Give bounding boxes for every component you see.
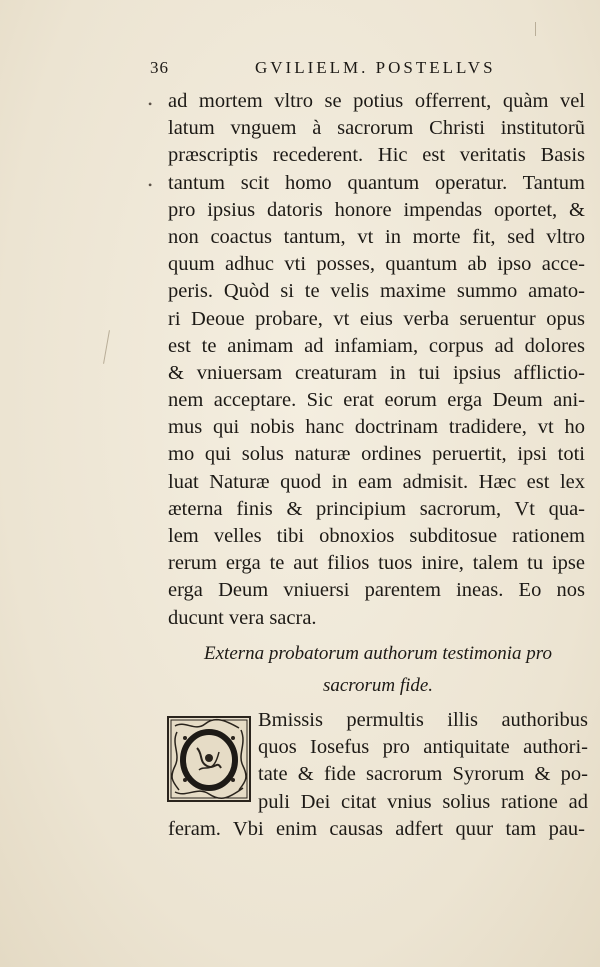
section-heading: [168, 638, 588, 702]
text-line: luat Naturæ quod in eam admisit. Hæc est lex: [168, 470, 585, 493]
text-line: non coactus tantum, vt in morte fit, sed vltro: [168, 225, 585, 248]
text-line: pro ipsius datoris honore impendas oportet, &: [168, 198, 585, 221]
text-line: erga Deum vniuersi parentem ineas. Eo nos: [168, 579, 585, 602]
text-line: peris. Quòd si te velis maxime summo amato-: [168, 280, 585, 303]
text-line: nem acceptare. Sic erat eorum erga Deum ani-: [168, 389, 585, 412]
text-line: feram. Vbi enim causas adfert quur tam pau-: [168, 818, 585, 840]
text-line: ducunt vera sacra.: [168, 606, 317, 629]
ornamental-initial-icon: [169, 718, 249, 800]
text-line: ri Deoue probare, vt eius verba seruentur opus: [168, 307, 585, 330]
margin-dot-mark: •: [148, 178, 153, 192]
text-line: est te animam ad infamiam, corpus ad dolores: [168, 334, 585, 357]
decorated-initial: [167, 716, 251, 802]
text-line: tate & fide sacrorum Syrorum & po-: [258, 763, 588, 786]
text-line: Bmissis permultis illis authoribus: [258, 709, 588, 731]
text-line: tantum scit homo quantum operatur. Tantum: [168, 171, 585, 194]
margin-dot-mark: •: [148, 97, 153, 111]
text-line: lem velles tibi obnoxios subditosue rationem: [168, 525, 585, 547]
text-line: mus qui nobis hanc doctrinam tradidere, vt ho: [168, 416, 585, 439]
text-line: ad mortem vltro se potius offerrent, quàm vel: [168, 90, 585, 112]
text-line: præscriptis recederent. Hic est veritatis Basis: [168, 144, 585, 167]
margin-stroke: [535, 22, 536, 36]
text-line: quos Iosefus pro antiquitate authori-: [258, 736, 588, 759]
text-line: mo qui solus naturæ ordines peruertit, ipsi toti: [168, 443, 585, 466]
text-line: quum adhuc vti posses, quantum ab ipso acce-: [168, 253, 585, 276]
text-line: rerum erga te aut filios tuos inire, talem tu ipse: [168, 552, 585, 575]
paragraph-1: [168, 88, 588, 632]
text-line: æterna finis & principium sacrorum, Vt qua-: [168, 497, 585, 520]
paragraph-2-indented: [258, 707, 590, 816]
page-number: 36: [150, 58, 169, 77]
running-head: [150, 58, 530, 82]
text-line: latum vnguem à sacrorum Christi institutorũ: [168, 117, 585, 140]
heading-line: Externa probatorum authorum testimonia pro: [204, 643, 552, 664]
paragraph-2-continued: [168, 816, 588, 843]
text-line: & vniuersam creaturam in tui ipsius afflictio-: [168, 361, 585, 384]
running-head-title: GVILIELM. POSTELLVS: [255, 58, 496, 77]
margin-stroke: [103, 330, 110, 364]
heading-line: sacrorum fide.: [322, 675, 434, 696]
text-line: puli Dei citat vnius solius ratione ad: [258, 790, 588, 813]
